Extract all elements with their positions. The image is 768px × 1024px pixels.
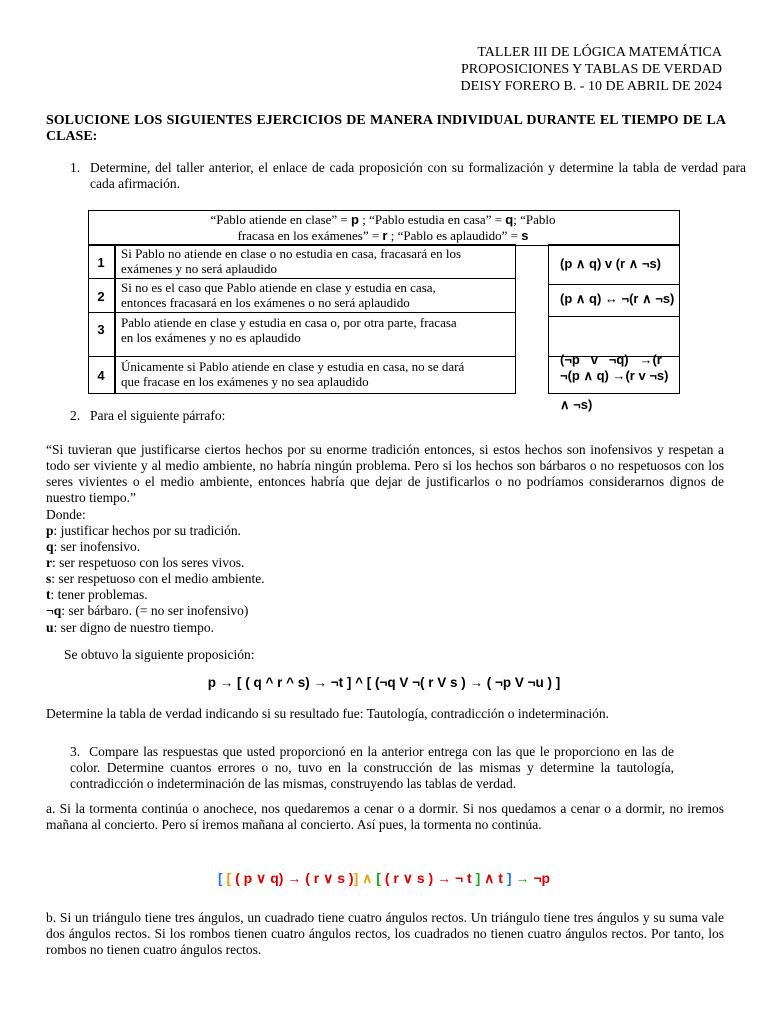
table-row-description: Únicamente si Pablo atiende en clase y estudia en casa, no se dará que fracase en los exámenes y no sea aplaudido xyxy=(121,359,465,389)
table-row-formula: (p ∧ q) v (r ∧ ¬s) xyxy=(560,256,662,271)
var-q: q xyxy=(505,212,514,227)
exercise-2-number: 2. xyxy=(70,408,81,423)
exercise-3 xyxy=(70,744,674,792)
formula-segment: → xyxy=(287,870,306,886)
formula-segment: ( r ∨ s ) xyxy=(305,870,354,886)
formula-segment: ( p ∨ q) xyxy=(235,870,288,886)
row-separator xyxy=(548,316,679,317)
main-instruction: SOLUCIONE LOS SIGUIENTES EJERCICIOS DE MANERA INDIVIDUAL DURANTE EL TIEMPO DE LA CLASE: xyxy=(46,113,726,144)
formula-segment: ∧ t xyxy=(484,870,507,886)
definition-item: p: justificar hechos por su tradición. xyxy=(46,523,241,538)
propositions-table xyxy=(88,210,680,412)
row-separator xyxy=(88,356,515,357)
header-line-1: TALLER III DE LÓGICA MATEMÁTICA xyxy=(477,45,722,60)
exercise-3-text: Compare las respuestas que usted proporcionó en la anterior entrega con las que le proporciono en las de color. Determine cuantos errores o no, tuvo en la construcción de las mismas y determine la tautología, contradicción o indeterminación de las mismas, construyendo las tablas de verdad. xyxy=(70,744,675,791)
header-line-3: DEISY FORERO B. - 10 DE ABRIL DE 2024 xyxy=(460,79,722,94)
header-line-2: PROPOSICIONES Y TABLAS DE VERDAD xyxy=(460,62,722,77)
row-separator xyxy=(548,284,679,285)
definition-item: u: ser digno de nuestro tiempo. xyxy=(46,619,214,635)
definition-item: s: ser respetuoso con el medio ambiente. xyxy=(46,571,265,587)
definitions-list xyxy=(46,523,265,636)
determine-instruction: Determine la tabla de verdad indicando si su resultado fue: Tautología, contradicción o indeterminación. xyxy=(46,706,609,721)
definition-item: r: ser respetuoso con los seres vivos. xyxy=(46,555,245,571)
formula-segment: [ xyxy=(226,870,236,886)
table-row-formula: (¬p v ¬q) →(r ∧ ¬s) xyxy=(560,352,662,412)
exercise-1-text: Determine, del taller anterior, el enlace de cada proposición con su formalización y determine la tabla de verdad para cada afirmación. xyxy=(90,160,746,191)
table-header-line-2: fracasa en los exámenes” = r ; “Pablo es aplaudido” = s xyxy=(237,228,529,243)
exercise-3-number: 3. xyxy=(70,744,81,759)
table-row-number: 2 xyxy=(97,289,105,304)
table-row-description: Si Pablo no atiende en clase o no estudia en casa, fracasará en los exámenes y no será aplaudido xyxy=(121,246,462,276)
row-separator xyxy=(88,312,515,313)
table-row-formula: (p ∧ q) ↔ ¬(r ∧ ¬s) xyxy=(560,291,675,306)
definition-item: ¬q: ser bárbaro. (= no ser inofensivo) xyxy=(46,603,249,619)
definition-item: q: ser inofensivo. xyxy=(46,539,141,555)
definition-item: t: tener problemas. xyxy=(46,587,148,603)
main-proposition: p → [ ( q ^ r ^ s) → ¬t ] ^ [ (¬q V ¬( r V s ) → ( ¬p V ¬u ) ] xyxy=(207,675,561,690)
table-row-formula: ¬(p ∧ q) →(r v ¬s) xyxy=(560,368,669,383)
document-header xyxy=(461,44,722,95)
table-row-description: Pablo atiende en clase y estudia en casa o, por otra parte, fracasa en los exámenes y no es aplaudido xyxy=(121,315,457,345)
part-b-text: b. Si un triángulo tiene tres ángulos, un cuadrado tiene cuatro ángulos rectos. Un triángulo tiene tres ángulos y su suma vale dos ángulos rectos. Si los rombos tienen cuatro ángulos rectos, los cuadrados no tienen cuatro ángulos rectos. Por tanto, los rombos no tienen cuatro ángulos rectos. xyxy=(46,910,724,957)
var-s: s xyxy=(521,228,529,243)
formula-segment: ∧ xyxy=(362,870,377,886)
var-p: p xyxy=(351,212,359,227)
formula-segment: [ xyxy=(217,870,227,886)
formula-segment: ] xyxy=(353,870,363,886)
obtained-label: Se obtuvo la siguiente proposición: xyxy=(64,647,255,662)
table-header-line-1: “Pablo atiende en clase” = p ; “Pablo estudia en casa” = q; “Pablo xyxy=(210,212,556,227)
formula-segment: → xyxy=(515,870,534,886)
part-a-text: a. Si la tormenta continúa o anochece, nos quedaremos a cenar o a dormir. Si nos quedamos a cenar o a dormir, no iremos mañana al concierto. Pero sí iremos mañana al concierto. Así pues, la tormenta no continúa. xyxy=(46,801,724,832)
formula-segment: ] xyxy=(506,870,516,886)
row-separator xyxy=(88,278,515,279)
table-row-number: 1 xyxy=(97,255,105,270)
formula-segment: ¬p xyxy=(533,870,551,886)
table-row-description: Si no es el caso que Pablo atiende en clase y estudia en casa, entonces fracasará en los exámenes o no será aplaudido xyxy=(121,280,436,310)
exercise-2-text: Para el siguiente párrafo: xyxy=(90,408,226,423)
formula-segment: ( r ∨ s ) → ¬ t xyxy=(384,870,476,886)
colored-formula xyxy=(0,870,768,887)
formula-segment: [ xyxy=(376,870,385,886)
exercise-1-number: 1. xyxy=(70,160,81,175)
table-row-number: 4 xyxy=(97,368,105,383)
formula-segment: ] xyxy=(475,870,485,886)
quoted-paragraph: “Si tuvieran que justificarse ciertos hechos por su enorme tradición entonces, si estos hechos son inofensivos y respetan a todo ser viviente y al medio ambiente, no habría ningún problema. Pero si los hechos son bárbaros o no respetuosos con los seres vivientes o el medio ambiente, entonces habría que dejar de justificarlos o no podríamos considerarnos dignos de nuestro tiempo.” xyxy=(46,442,724,505)
var-r: r xyxy=(382,228,388,243)
table-row-number: 3 xyxy=(97,322,105,337)
donde-label: Donde: xyxy=(46,507,86,522)
